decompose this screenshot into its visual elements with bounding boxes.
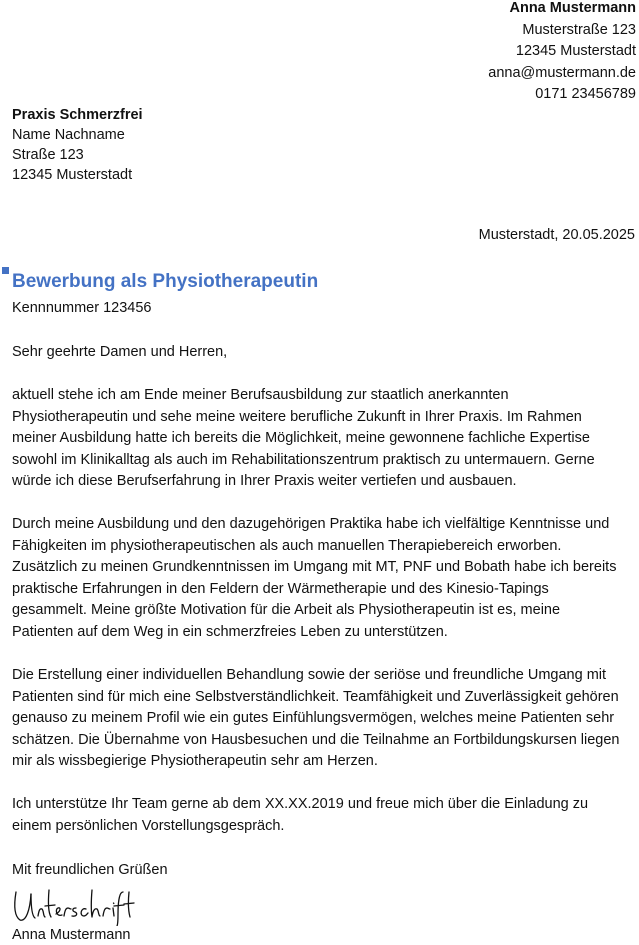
subject-line: Bewerbung als Physiotherapeutin [12,271,319,292]
paragraph-line: Fähigkeiten im physiotherapeutischen als auch manuellen Therapiebereich erworben. [12,537,562,554]
paragraph-line: Patienten sind für mich eine Selbstverständlichkeit. Teamfähigkeit und Zuverlässigkeit gehören [12,688,619,705]
paragraph-line: würde ich diese Berufserfahrung in Ihrer Praxis weiter vertiefen und ausbauen. [12,473,517,490]
paragraph-line: mir als wissbegierige Physiotherapeutin sehr am Herzen. [12,753,378,770]
paragraph-line: Physiotherapeutin und sehe meine weitere berufliche Zukunft in Ihrer Praxis. Im Rahmen [12,408,582,425]
body-paragraph [12,794,632,837]
sender-name: Anna Mustermann [509,0,636,16]
paragraph-line: genauso zu meinem Profil wie ein gutes Einfühlungsvermögen, welches meine Patienten sehr [12,710,615,727]
paragraph-line: meiner Ausbildung hatte ich bereits die Möglichkeit, meine gewonnene fachliche Expertise [12,430,590,447]
recipient-block [12,105,143,185]
paragraph-line: sowohl im Klinikalltag als auch im Rehabilitationszentrum praktisch zu untermauern. Gerne [12,451,595,468]
paragraph-line: Die Erstellung einer individuellen Behandlung sowie der seriöse und freundliche Umgang mit [12,667,607,683]
body-paragraph [12,665,632,773]
paragraph-line: praktische Erfahrungen in den Feldern der Wärmetherapie und des Kinesio-Tapings [12,580,549,597]
paragraph-line: schätzen. Die Übernahme von Hausbesuchen und die Teilnahme an Fortbildungskursen liegen [12,731,620,748]
sender-city: 12345 Musterstadt [515,43,636,59]
recipient-organization: Praxis Schmerzfrei [12,107,143,123]
reference-number: Kennnummer 123456 [12,300,152,316]
signed-name: Anna Mustermann [12,927,131,943]
recipient-contact: Name Nachname [12,127,125,143]
paragraph-line: aktuell stehe ich am Ende meiner Berufsausbildung zur staatlich anerkannten [12,387,509,403]
sender-block [488,0,636,106]
recipient-city: 12345 Musterstadt [12,167,133,183]
paragraph-line: gesammelt. Meine größte Motivation für die Arbeit als Physiotherapeutin ist es, meine [12,602,561,619]
paragraph-line: einem persönlichen Vorstellungsgespräch. [12,817,285,834]
sender-email: anna@mustermann.de [488,64,636,81]
salutation: Sehr geehrte Damen und Herren, [12,344,228,360]
body-paragraph [12,385,632,493]
subject-marker [2,267,9,274]
handwritten-signature [10,884,135,926]
letter-date: Musterstadt, 20.05.2025 [478,227,635,243]
body-paragraph [12,514,632,644]
sender-phone: 0171 23456789 [535,86,636,102]
paragraph-line: Patienten auf dem Weg in ein schmerzfreies Leben zu unterstützen. [12,623,448,640]
paragraph-line: Durch meine Ausbildung und den dazugehörigen Praktika habe ich vielfältige Kenntnisse und [12,516,610,532]
closing-phrase: Mit freundlichen Grüßen [12,862,168,878]
recipient-street: Straße 123 [12,147,84,163]
paragraph-line: Zusätzlich zu meinen Grundkenntnissen im Umgang mit MT, PNF und Bobath habe ich bereits [12,559,617,576]
paragraph-line: Ich unterstütze Ihr Team gerne ab dem XX.XX.2019 und freue mich über die Einladung zu [12,796,589,812]
sender-street: Musterstraße 123 [522,21,636,38]
